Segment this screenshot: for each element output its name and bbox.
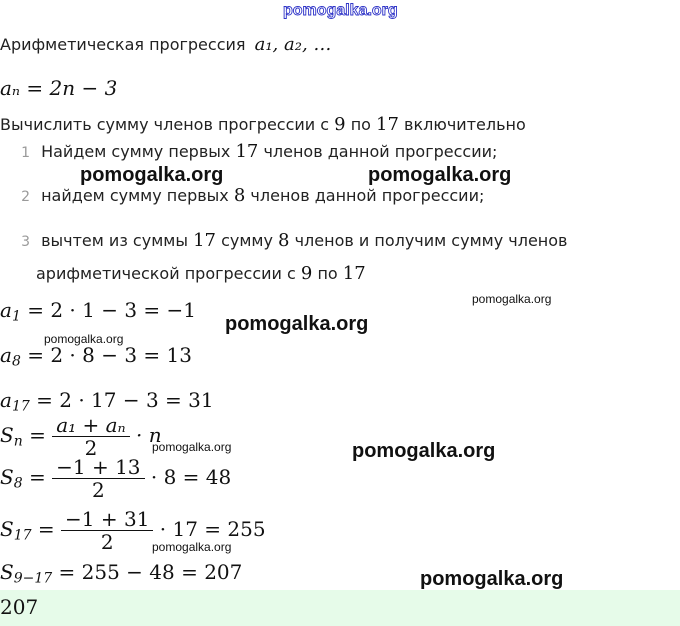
calc-s9-17 bbox=[0, 560, 242, 587]
step-text: сумму bbox=[221, 231, 273, 250]
step-text: членов и получим сумму членов bbox=[294, 231, 568, 250]
calc-expr: = 255 − 48 = 207 bbox=[58, 560, 243, 584]
step-mid: по bbox=[317, 264, 338, 283]
problem-intro bbox=[0, 34, 331, 55]
step-number: 3 bbox=[21, 234, 30, 250]
fraction bbox=[52, 456, 144, 501]
fraction-numerator: −1 + 31 bbox=[61, 508, 153, 531]
intro-text: Арифметическая прогрессия bbox=[0, 35, 246, 54]
calc-s8 bbox=[0, 456, 231, 501]
task-suffix: включительно bbox=[404, 115, 526, 134]
step-to: 17 bbox=[342, 263, 366, 284]
watermark: pomogalka.org bbox=[152, 540, 232, 554]
calc-a8 bbox=[0, 343, 192, 370]
step-value-2: 8 bbox=[278, 230, 290, 251]
term-label: $a_8$ bbox=[0, 343, 21, 370]
term-label: $a_1$ bbox=[0, 298, 21, 325]
calc-tail: · 8 = 48 bbox=[150, 465, 232, 489]
calc-expr: = 2 · 1 − 3 = −1 bbox=[27, 298, 197, 322]
term-label: $a_{17}$ bbox=[0, 388, 30, 415]
watermark: pomogalka.org bbox=[152, 440, 232, 454]
sum-label: $S_{9-17}$ bbox=[0, 560, 53, 587]
general-formula: aₙ = 2n − 3 bbox=[0, 76, 118, 100]
task-from: 9 bbox=[334, 114, 346, 135]
step-3-line-2 bbox=[36, 263, 366, 284]
calc-tail: · 17 = 255 bbox=[159, 517, 266, 541]
step-text: найдем сумму первых bbox=[41, 186, 229, 205]
equals-sign: = bbox=[28, 465, 46, 489]
task-mid: по bbox=[350, 115, 371, 134]
watermark: pomogalka.org bbox=[368, 164, 512, 186]
step-value: 17 bbox=[193, 230, 216, 251]
step-text: Найдем сумму первых bbox=[41, 142, 231, 161]
step-text: членов данной прогрессии; bbox=[263, 142, 498, 161]
watermark: pomogalka.org bbox=[352, 440, 496, 462]
step-value: 17 bbox=[235, 141, 259, 162]
task-statement bbox=[0, 114, 526, 135]
step-from: 9 bbox=[300, 263, 313, 284]
watermark: pomogalka.org bbox=[44, 332, 124, 346]
answer-value: 207 bbox=[0, 595, 39, 619]
watermark: pomogalka.org bbox=[80, 164, 224, 186]
step-text: арифметической прогрессии с bbox=[36, 264, 296, 283]
fraction-denominator: 2 bbox=[84, 436, 98, 460]
watermark-top: pomogalka.org bbox=[283, 2, 398, 19]
equals-sign: = bbox=[29, 423, 46, 447]
step-number: 1 bbox=[21, 145, 30, 161]
calc-expr: = 2 · 17 − 3 = 31 bbox=[36, 388, 214, 412]
calc-a17 bbox=[0, 388, 214, 415]
fraction-denominator: 2 bbox=[100, 530, 114, 554]
calc-sn bbox=[0, 414, 162, 459]
step-number: 2 bbox=[21, 189, 30, 205]
step-3 bbox=[0, 230, 567, 251]
sum-label: $S_{17}$ bbox=[0, 517, 32, 544]
calc-tail: · n bbox=[136, 423, 162, 447]
sequence-terms: a₁, a₂, … bbox=[254, 34, 332, 55]
step-1 bbox=[0, 141, 497, 162]
step-text: членов данной прогрессии; bbox=[250, 186, 485, 205]
fraction bbox=[61, 508, 153, 553]
calc-a1 bbox=[0, 298, 196, 325]
fraction-numerator: a₁ + aₙ bbox=[52, 414, 129, 437]
task-prefix: Вычислить сумму членов прогрессии с bbox=[0, 115, 330, 134]
calc-expr: = 2 · 8 − 3 = 13 bbox=[27, 343, 192, 367]
task-to: 17 bbox=[376, 114, 399, 135]
fraction bbox=[52, 414, 129, 459]
watermark: pomogalka.org bbox=[420, 568, 564, 590]
fraction-denominator: 2 bbox=[91, 478, 105, 502]
watermark: pomogalka.org bbox=[472, 292, 552, 306]
step-2 bbox=[0, 185, 484, 206]
step-value: 8 bbox=[233, 185, 246, 206]
sum-label: $S_n$ bbox=[0, 423, 23, 450]
equals-sign: = bbox=[37, 517, 55, 541]
watermark: pomogalka.org bbox=[225, 313, 369, 335]
answer-box bbox=[0, 590, 680, 626]
sum-label: $S_8$ bbox=[0, 465, 23, 492]
step-text: вычтем из суммы bbox=[41, 231, 188, 250]
fraction-numerator: −1 + 13 bbox=[52, 456, 144, 479]
